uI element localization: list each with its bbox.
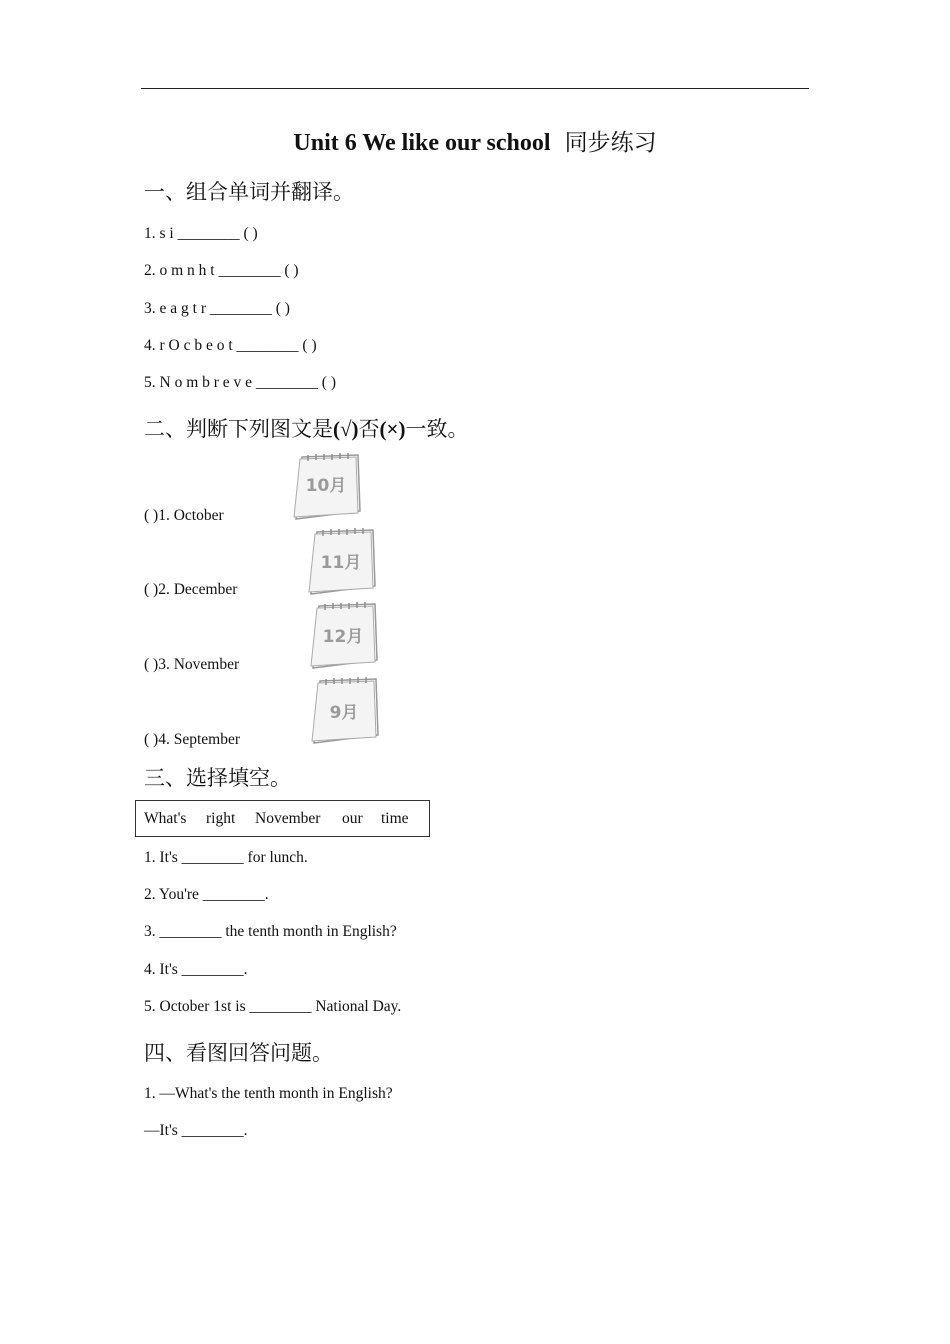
section4-heading: 四、看图回答问题。: [144, 1041, 333, 1065]
section3-item-3: 3. ________ the tenth month in English?: [144, 923, 397, 940]
cross-mark: (×): [379, 417, 406, 441]
item-text: 3. November: [158, 656, 240, 673]
answer-paren: ( ): [144, 581, 159, 598]
header-rule: [141, 88, 809, 89]
word-bank: [135, 800, 430, 837]
word-bank-item: our: [342, 810, 363, 827]
section3-item-1: 1. It's ________ for lunch.: [144, 849, 308, 866]
item-text: 1. October: [158, 507, 224, 524]
section4-item-1: 1. —What's the tenth month in English?: [144, 1085, 393, 1102]
calendar-label-12: 12月: [322, 627, 364, 647]
calendar-label-9: 9月: [329, 703, 359, 723]
section4-item-2: —It's ________.: [144, 1122, 248, 1139]
section3-heading: 三、选择填空。: [144, 766, 291, 790]
section2-item-3: [144, 656, 239, 674]
section3-item-2: 2. You're ________.: [144, 886, 269, 903]
word-bank-item: right: [206, 810, 236, 827]
section1-item-2: 2. o m n h t ________ ( ): [144, 262, 299, 279]
calendar-label-10: 10月: [305, 476, 347, 496]
section1-item-4: 4. r O c b e o t ________ ( ): [144, 337, 317, 354]
item-text: 4. September: [158, 731, 240, 748]
calendar-label-11: 11月: [320, 553, 362, 573]
section3-item-4: 4. It's ________.: [144, 961, 248, 978]
section1-item-5: 5. N o m b r e v e ________ ( ): [144, 374, 336, 391]
section2-item-1: [144, 507, 224, 525]
title-chinese: 同步练习: [564, 130, 657, 156]
page-title: [0, 124, 950, 157]
calendar-icon-12: [309, 600, 379, 670]
answer-paren: ( ): [144, 656, 159, 673]
section1-heading: 一、组合单词并翻译。: [144, 180, 354, 204]
check-mark: (√): [333, 417, 359, 441]
section1-item-1: 1. s i ________ ( ): [144, 225, 258, 242]
word-bank-item: What's: [144, 810, 187, 827]
word-bank-item: time: [381, 810, 409, 827]
calendar-icon-9: [310, 675, 380, 745]
section3-item-5: 5. October 1st is ________ National Day.: [144, 998, 402, 1015]
section2-heading-no: 否: [358, 417, 380, 441]
calendar-icon-10: [292, 451, 362, 521]
answer-paren: ( ): [144, 731, 159, 748]
section2-item-2: [144, 581, 237, 599]
section2-item-4: [144, 731, 240, 749]
item-text: 2. December: [158, 581, 238, 598]
answer-paren: ( ): [144, 507, 159, 524]
calendar-icon-11: [307, 526, 377, 596]
section2-heading: [144, 413, 468, 443]
section1-item-3: 3. e a g t r ________ ( ): [144, 300, 290, 317]
word-bank-item: November: [255, 810, 321, 827]
section2-heading-post: 一致。: [405, 417, 469, 441]
section2-heading-pre: 二、判断下列图文是: [144, 417, 333, 441]
title-english: Unit 6 We like our school: [293, 130, 551, 156]
